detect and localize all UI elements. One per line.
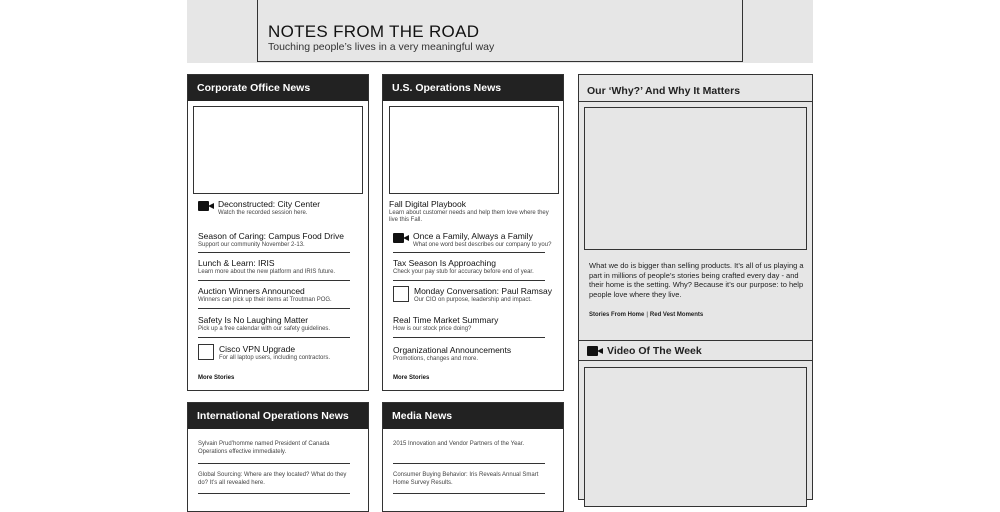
- news-item[interactable]: [198, 199, 350, 217]
- why-links: [589, 312, 703, 318]
- video-camera-icon: [587, 346, 603, 356]
- news-item[interactable]: [198, 231, 350, 249]
- banner: [187, 0, 813, 63]
- link-divider: |: [646, 312, 648, 318]
- news-item[interactable]: [393, 315, 545, 333]
- divider: [579, 101, 812, 102]
- divider: [198, 493, 350, 494]
- news-item-title[interactable]: Safety Is No Laughing Matter: [198, 315, 309, 325]
- more-stories-link[interactable]: More Stories: [393, 375, 430, 381]
- news-item-desc: Support our community November 2-13.: [198, 242, 305, 248]
- news-item-desc: Learn more about the new platform and IRIS future.: [198, 269, 336, 275]
- banner-title: NOTES FROM THE ROAD: [268, 22, 480, 41]
- divider: [198, 280, 350, 281]
- us-operations-news-card: [382, 74, 564, 391]
- media-news-card: [382, 402, 564, 512]
- news-item[interactable]: [198, 258, 350, 276]
- news-item[interactable]: [198, 315, 350, 333]
- video-camera-icon: [198, 201, 214, 211]
- news-item-desc: Promotions, changes and more.: [393, 356, 479, 362]
- news-item-desc[interactable]: Sylvain Prud’homme named President of Canada Operations effective immediately.: [198, 441, 330, 455]
- news-item[interactable]: [393, 231, 563, 249]
- news-item-title[interactable]: Fall Digital Playbook: [389, 199, 467, 209]
- divider: [579, 360, 812, 361]
- news-item-desc: Check your pay stub for accuracy before end of year.: [393, 269, 534, 275]
- news-item-title[interactable]: Deconstructed: City Center: [218, 199, 321, 209]
- card-title: Media News: [383, 403, 563, 429]
- corporate-news-card: [187, 74, 369, 391]
- red-vest-moments-link[interactable]: Red Vest Moments: [649, 312, 704, 318]
- news-item[interactable]: [198, 470, 348, 487]
- card-title: Corporate Office News: [188, 75, 368, 101]
- news-item-desc: Watch the recorded session here.: [218, 210, 308, 216]
- news-item-desc: Learn about customer needs and help them love where they live this Fall.: [389, 210, 549, 223]
- news-item-desc: Pick up a free calendar with our safety guidelines.: [198, 326, 331, 332]
- divider: [198, 463, 350, 464]
- stories-from-home-link[interactable]: Stories From Home: [589, 312, 645, 318]
- news-item[interactable]: [393, 345, 545, 363]
- thumbnail-icon: [393, 286, 409, 302]
- news-item-desc[interactable]: Global Sourcing: Where are they located? What do they do? It’s all revealed here.: [198, 472, 347, 486]
- divider: [393, 280, 545, 281]
- news-item-title[interactable]: Season of Caring: Campus Food Drive: [198, 231, 344, 241]
- news-item-desc: How is our stock price doing?: [393, 326, 472, 332]
- news-item-title[interactable]: Once a Family, Always a Family: [413, 231, 533, 241]
- photo-placeholder[interactable]: [193, 106, 363, 194]
- divider: [198, 252, 350, 253]
- card-title: International Operations News: [188, 403, 368, 429]
- video-player[interactable]: [584, 367, 807, 507]
- video-title: Video Of The Week: [607, 345, 702, 357]
- why-description: What we do is bigger than selling products. It’s all of us playing a part in millions of people’s stories being crafted every day - and their home is the setting. Why? Because it’s our purpose: to help people love where they live.: [589, 261, 804, 299]
- divider: [198, 308, 350, 309]
- photo-placeholder[interactable]: [584, 107, 807, 250]
- divider: [393, 252, 545, 253]
- divider: [393, 337, 545, 338]
- panel-title: Our ‘Why?’ And Why It Matters: [587, 85, 741, 97]
- news-item[interactable]: [389, 199, 554, 224]
- news-item-title[interactable]: Organizational Announcements: [393, 345, 512, 355]
- video-header: [587, 345, 702, 357]
- news-item-title[interactable]: Lunch & Learn: IRIS: [198, 258, 275, 268]
- news-item[interactable]: [393, 258, 545, 276]
- international-news-card: [187, 402, 369, 512]
- thumbnail-icon: [198, 344, 214, 360]
- news-item[interactable]: [198, 439, 348, 456]
- news-item-desc[interactable]: 2015 Innovation and Vendor Partners of the Year.: [393, 441, 525, 447]
- news-item[interactable]: [393, 286, 563, 304]
- news-item-title[interactable]: Cisco VPN Upgrade: [219, 344, 296, 354]
- news-item-title[interactable]: Real Time Market Summary: [393, 315, 499, 325]
- divider: [198, 337, 350, 338]
- news-item[interactable]: [393, 439, 533, 448]
- news-item-title[interactable]: Auction Winners Announced: [198, 286, 305, 296]
- news-item-desc: What one word best describes our company to you?: [413, 242, 552, 248]
- divider: [393, 463, 545, 464]
- banner-subtitle: Touching people’s lives in a very meaningful way: [268, 41, 495, 53]
- news-item-desc[interactable]: Consumer Buying Behavior: Iris Reveals Annual Smart Home Survey Results.: [393, 472, 539, 486]
- video-camera-icon: [393, 233, 409, 243]
- banner-box: [257, 0, 743, 62]
- page: [187, 0, 813, 500]
- news-item-title[interactable]: Monday Conversation: Paul Ramsay: [414, 286, 552, 296]
- divider: [393, 493, 545, 494]
- divider: [579, 340, 812, 341]
- more-stories-link[interactable]: More Stories: [198, 375, 235, 381]
- photo-placeholder[interactable]: [389, 106, 559, 194]
- why-panel: [578, 74, 813, 500]
- news-item-title[interactable]: Tax Season Is Approaching: [393, 258, 497, 268]
- news-item[interactable]: [198, 344, 350, 362]
- news-item-desc: Our CIO on purpose, leadership and impact.: [414, 297, 532, 303]
- news-item[interactable]: [393, 470, 543, 487]
- news-item-desc: For all laptop users, including contractors.: [219, 355, 331, 361]
- card-title: U.S. Operations News: [383, 75, 563, 101]
- news-item-desc: Winners can pick up their items at Troutman POG.: [198, 297, 332, 303]
- news-item[interactable]: [198, 286, 350, 304]
